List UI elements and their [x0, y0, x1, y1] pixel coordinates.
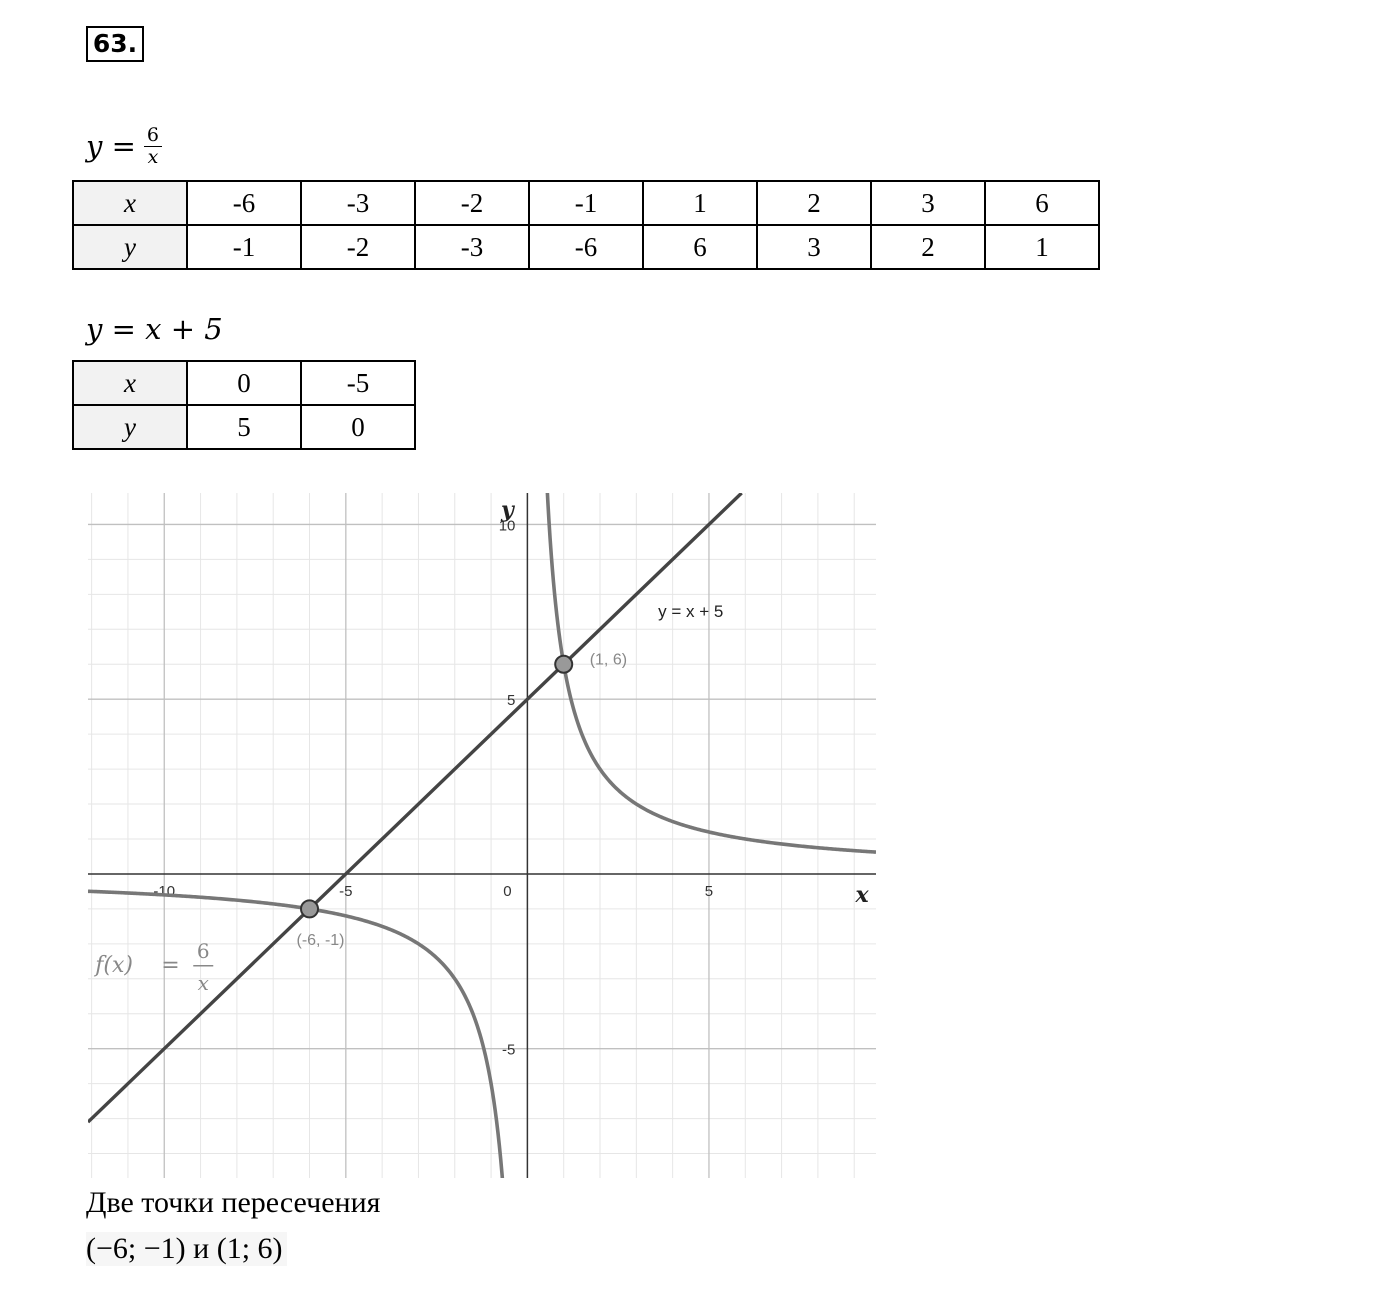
- value-table-hyperbola: [72, 180, 1100, 270]
- intersection-label: (-6, -1): [296, 931, 345, 949]
- table-cell: -1: [187, 225, 301, 269]
- table-cell: 2: [871, 225, 985, 269]
- table-cell: 1: [985, 225, 1099, 269]
- line-label: y = x + 5: [658, 601, 724, 621]
- curve-label-numerator: 6: [196, 938, 210, 963]
- table-cell: -6: [529, 225, 643, 269]
- table-cell: -3: [415, 225, 529, 269]
- x-tick-label: -5: [339, 882, 353, 900]
- table-header-y: y: [73, 225, 187, 269]
- table-cell: 0: [301, 405, 415, 449]
- y-tick-label: -5: [502, 1041, 516, 1059]
- x-tick-label: 0: [503, 882, 512, 900]
- formula-text: y = x + 5: [86, 312, 223, 346]
- table-row-y: [73, 405, 415, 449]
- y-axis-label: y: [500, 497, 514, 523]
- formula-fraction: [144, 125, 162, 168]
- formula-line: [86, 312, 223, 346]
- answer-text: Две точки пересечения: [86, 1186, 381, 1219]
- series-hyperbola-right: [546, 493, 876, 852]
- table-header-x: x: [73, 361, 187, 405]
- intersection-point: [555, 656, 572, 673]
- y-tick-label: 10: [498, 517, 516, 535]
- curve-label-denominator: x: [197, 970, 209, 995]
- table-cell: 6: [985, 181, 1099, 225]
- table-row-x: [73, 361, 415, 405]
- table-cell: -5: [301, 361, 415, 405]
- table-cell: 5: [187, 405, 301, 449]
- formula-hyperbola: [86, 118, 162, 174]
- table-cell: 2: [757, 181, 871, 225]
- curve-label-eq: =: [161, 952, 180, 978]
- table-cell: -3: [301, 181, 415, 225]
- fraction-denominator: x: [147, 145, 159, 168]
- table-cell: 3: [757, 225, 871, 269]
- table-row-y: [73, 225, 1099, 269]
- value-table-line: [72, 360, 416, 450]
- table-cell: -2: [415, 181, 529, 225]
- intersection-label: (1, 6): [589, 651, 628, 669]
- answer-points: (−6; −1) и (1; 6): [86, 1232, 287, 1266]
- table-row-x: [73, 181, 1099, 225]
- table-cell: -2: [301, 225, 415, 269]
- x-tick-label: 5: [704, 882, 714, 900]
- table-cell: 6: [643, 225, 757, 269]
- table-cell: 1: [643, 181, 757, 225]
- table-cell: -1: [529, 181, 643, 225]
- table-cell: 0: [187, 361, 301, 405]
- x-axis-label: x: [855, 881, 869, 908]
- table-cell: -6: [187, 181, 301, 225]
- table-header-x: x: [73, 181, 187, 225]
- formula-lhs: y =: [86, 129, 136, 163]
- intersection-point: [301, 900, 318, 917]
- table-cell: 3: [871, 181, 985, 225]
- curve-label-lhs: f(x): [95, 952, 133, 978]
- table-header-y: y: [73, 405, 187, 449]
- task-number: 63.: [86, 26, 144, 62]
- function-graph: [88, 493, 876, 1178]
- x-tick-label: -10: [153, 882, 176, 900]
- y-tick-label: 5: [507, 692, 516, 710]
- fraction-numerator: 6: [144, 125, 162, 147]
